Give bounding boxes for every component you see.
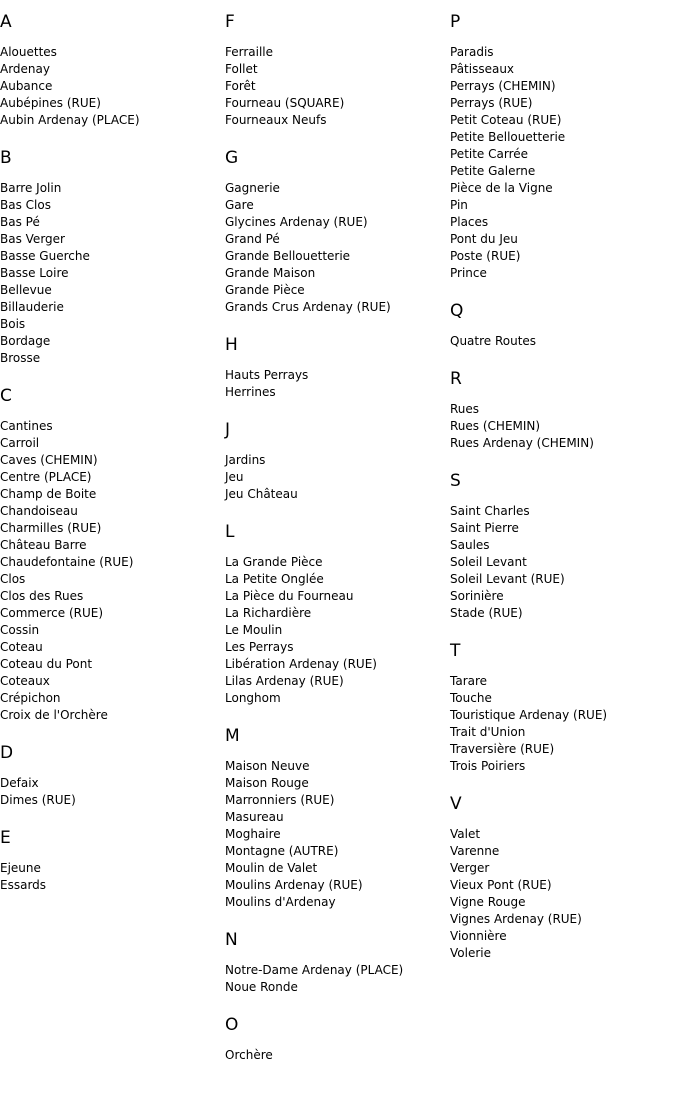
street-link[interactable]: Fourneaux Neufs bbox=[225, 113, 327, 127]
letter-heading: V bbox=[450, 794, 462, 814]
letter-heading: O bbox=[225, 1015, 239, 1035]
street-list bbox=[225, 758, 450, 911]
street-link[interactable]: Chandoiseau bbox=[0, 504, 78, 518]
street-link[interactable]: Verger bbox=[450, 861, 490, 875]
letter-group-s bbox=[450, 469, 675, 622]
street-link[interactable]: Prince bbox=[450, 266, 487, 280]
street-link[interactable]: Château Barre bbox=[0, 538, 87, 552]
street-link[interactable]: Trait d'Union bbox=[450, 725, 526, 739]
letter-group-f bbox=[225, 10, 450, 129]
letter-group-a bbox=[0, 10, 225, 129]
letter-group-r bbox=[450, 367, 675, 452]
street-link[interactable]: Vignes Ardenay (RUE) bbox=[450, 912, 582, 926]
letter-heading: F bbox=[225, 12, 235, 32]
street-list bbox=[0, 860, 225, 894]
street-link[interactable]: Grande Maison bbox=[225, 266, 316, 280]
street-link[interactable]: Cossin bbox=[0, 623, 40, 637]
letter-group-p bbox=[450, 10, 675, 282]
street-list bbox=[225, 554, 450, 707]
street-link[interactable]: Carroil bbox=[0, 436, 40, 450]
street-link[interactable]: Petite Carrée bbox=[450, 147, 529, 161]
street-link[interactable]: Longhom bbox=[225, 691, 281, 705]
street-link[interactable]: Aubépines (RUE) bbox=[0, 96, 101, 110]
street-link[interactable]: Aubance bbox=[0, 79, 53, 93]
street-link[interactable]: Gare bbox=[225, 198, 254, 212]
street-link[interactable]: Defaix bbox=[0, 776, 39, 790]
letter-group-h bbox=[225, 333, 450, 401]
street-link[interactable]: Tarare bbox=[450, 674, 488, 688]
street-list bbox=[450, 401, 675, 452]
street-link[interactable]: Saint Pierre bbox=[450, 521, 519, 535]
street-link[interactable]: Sorinière bbox=[450, 589, 504, 603]
street-link[interactable]: Marronniers (RUE) bbox=[225, 793, 335, 807]
letter-group-e bbox=[0, 826, 225, 894]
street-link[interactable]: Vigne Rouge bbox=[450, 895, 526, 909]
street-link[interactable]: Bois bbox=[0, 317, 26, 331]
street-link[interactable]: Jardins bbox=[225, 453, 266, 467]
street-link[interactable]: La Grande Pièce bbox=[225, 555, 323, 569]
street-link[interactable]: Rues (CHEMIN) bbox=[450, 419, 541, 433]
street-link[interactable]: Fourneau (SQUARE) bbox=[225, 96, 345, 110]
street-link[interactable]: Chaudefontaine (RUE) bbox=[0, 555, 134, 569]
street-link[interactable]: Perrays (RUE) bbox=[450, 96, 533, 110]
letter-heading: N bbox=[225, 930, 238, 950]
street-link[interactable]: Soleil Levant (RUE) bbox=[450, 572, 565, 586]
street-link[interactable]: Trois Poiriers bbox=[450, 759, 526, 773]
street-link[interactable]: Forêt bbox=[225, 79, 256, 93]
street-link[interactable]: La Petite Onglée bbox=[225, 572, 324, 586]
letter-group-l bbox=[225, 520, 450, 707]
street-link[interactable]: Stade (RUE) bbox=[450, 606, 523, 620]
street-link[interactable]: Bas Clos bbox=[0, 198, 51, 212]
street-link[interactable]: Crépichon bbox=[0, 691, 61, 705]
street-link[interactable]: Brosse bbox=[0, 351, 41, 365]
street-link[interactable]: Cantines bbox=[0, 419, 53, 433]
letter-heading: H bbox=[225, 335, 238, 355]
street-link[interactable]: Grande Pièce bbox=[225, 283, 305, 297]
street-link[interactable]: Rues bbox=[450, 402, 480, 416]
street-link[interactable]: Vieux Pont (RUE) bbox=[450, 878, 552, 892]
street-list bbox=[450, 826, 675, 962]
street-link[interactable]: Moulins Ardenay (RUE) bbox=[225, 878, 363, 892]
street-link[interactable]: Petite Bellouetterie bbox=[450, 130, 566, 144]
street-list bbox=[0, 44, 225, 129]
street-link[interactable]: Moghaire bbox=[225, 827, 281, 841]
street-list bbox=[225, 367, 450, 401]
street-link[interactable]: Coteau du Pont bbox=[0, 657, 93, 671]
letter-group-j bbox=[225, 418, 450, 503]
street-link[interactable]: Ejeune bbox=[0, 861, 41, 875]
street-link[interactable]: Commerce (RUE) bbox=[0, 606, 104, 620]
street-link[interactable]: Herrines bbox=[225, 385, 276, 399]
street-link[interactable]: Paradis bbox=[450, 45, 494, 59]
street-list bbox=[225, 452, 450, 503]
street-link[interactable]: Orchère bbox=[225, 1048, 273, 1062]
street-link[interactable]: Le Moulin bbox=[225, 623, 283, 637]
letter-group-b bbox=[0, 146, 225, 367]
street-link[interactable]: Traversière (RUE) bbox=[450, 742, 555, 756]
street-link[interactable]: Pont du Jeu bbox=[450, 232, 518, 246]
letter-group-m bbox=[225, 724, 450, 911]
street-link[interactable]: Coteau bbox=[0, 640, 43, 654]
street-list bbox=[0, 418, 225, 724]
street-link[interactable]: Petite Galerne bbox=[450, 164, 536, 178]
street-list bbox=[450, 503, 675, 622]
street-link[interactable]: Vionnière bbox=[450, 929, 507, 943]
street-list bbox=[225, 44, 450, 129]
street-link[interactable]: Essards bbox=[0, 878, 47, 892]
letter-heading: S bbox=[450, 471, 461, 491]
letter-heading: A bbox=[0, 12, 12, 32]
street-list bbox=[0, 180, 225, 367]
street-link[interactable]: Petit Coteau (RUE) bbox=[450, 113, 562, 127]
street-link[interactable]: Volerie bbox=[450, 946, 491, 960]
street-link[interactable]: Clos des Rues bbox=[0, 589, 84, 603]
street-link[interactable]: Jeu bbox=[225, 470, 244, 484]
street-link[interactable]: Bellevue bbox=[0, 283, 52, 297]
street-link[interactable]: Maison Rouge bbox=[225, 776, 309, 790]
letter-group-d bbox=[0, 741, 225, 809]
street-link[interactable]: Noue Ronde bbox=[225, 980, 298, 994]
street-link[interactable]: Grand Pé bbox=[225, 232, 280, 246]
street-link[interactable]: Dimes (RUE) bbox=[0, 793, 76, 807]
letter-heading: E bbox=[0, 828, 11, 848]
street-link[interactable]: Les Perrays bbox=[225, 640, 294, 654]
street-list bbox=[225, 180, 450, 316]
street-link[interactable]: Ardenay bbox=[0, 62, 50, 76]
street-link[interactable]: La Richardière bbox=[225, 606, 312, 620]
street-link[interactable]: Quatre Routes bbox=[450, 334, 537, 348]
street-list bbox=[450, 44, 675, 282]
street-link[interactable]: Follet bbox=[225, 62, 258, 76]
street-link[interactable]: Basse Loire bbox=[0, 266, 69, 280]
street-link[interactable]: Aubin Ardenay (PLACE) bbox=[0, 113, 140, 127]
street-link[interactable]: Bas Pé bbox=[0, 215, 40, 229]
letter-group-n bbox=[225, 928, 450, 996]
street-link[interactable]: Pâtisseaux bbox=[450, 62, 515, 76]
letter-heading: M bbox=[225, 726, 240, 746]
street-link[interactable]: Rues Ardenay (CHEMIN) bbox=[450, 436, 594, 450]
street-link[interactable]: Grande Bellouetterie bbox=[225, 249, 351, 263]
street-link[interactable]: Touristique Ardenay (RUE) bbox=[450, 708, 608, 722]
letter-group-q bbox=[450, 299, 675, 350]
letter-group-g bbox=[225, 146, 450, 316]
index-column-3 bbox=[450, 10, 675, 979]
street-link[interactable]: Ferraille bbox=[225, 45, 274, 59]
letter-group-c bbox=[0, 384, 225, 724]
letter-heading: L bbox=[225, 522, 235, 542]
street-link[interactable]: Montagne (AUTRE) bbox=[225, 844, 339, 858]
street-link[interactable]: Moulins d'Ardenay bbox=[225, 895, 336, 909]
street-link[interactable]: Caves (CHEMIN) bbox=[0, 453, 98, 467]
street-link[interactable]: Hauts Perrays bbox=[225, 368, 309, 382]
street-link[interactable]: Bas Verger bbox=[0, 232, 65, 246]
street-link[interactable]: Moulin de Valet bbox=[225, 861, 318, 875]
letter-heading: P bbox=[450, 12, 461, 32]
street-link[interactable]: Alouettes bbox=[0, 45, 57, 59]
street-link[interactable]: Perrays (CHEMIN) bbox=[450, 79, 556, 93]
street-link[interactable]: Places bbox=[450, 215, 489, 229]
street-link[interactable]: Pièce de la Vigne bbox=[450, 181, 553, 195]
street-link[interactable]: Masureau bbox=[225, 810, 284, 824]
street-link[interactable]: Libération Ardenay (RUE) bbox=[225, 657, 377, 671]
street-link[interactable]: Varenne bbox=[450, 844, 500, 858]
letter-heading: R bbox=[450, 369, 462, 389]
letter-heading: D bbox=[0, 743, 14, 763]
street-link[interactable]: Maison Neuve bbox=[225, 759, 310, 773]
street-link[interactable]: Basse Guerche bbox=[0, 249, 90, 263]
street-link[interactable]: Gagnerie bbox=[225, 181, 280, 195]
street-link[interactable]: Grands Crus Ardenay (RUE) bbox=[225, 300, 391, 314]
letter-group-v bbox=[450, 792, 675, 962]
street-link[interactable]: Pin bbox=[450, 198, 468, 212]
street-link[interactable]: Lilas Ardenay (RUE) bbox=[225, 674, 344, 688]
street-link[interactable]: Touche bbox=[450, 691, 492, 705]
street-list bbox=[225, 1047, 450, 1064]
letter-group-t bbox=[450, 639, 675, 775]
letter-heading: G bbox=[225, 148, 239, 168]
street-link[interactable]: Glycines Ardenay (RUE) bbox=[225, 215, 368, 229]
street-link[interactable]: Charmilles (RUE) bbox=[0, 521, 102, 535]
street-link[interactable]: Barre Jolin bbox=[0, 181, 62, 195]
street-link[interactable]: Jeu Château bbox=[225, 487, 298, 501]
letter-heading: J bbox=[225, 420, 231, 440]
letter-heading: B bbox=[0, 148, 12, 168]
street-link[interactable]: Soleil Levant bbox=[450, 555, 527, 569]
street-link[interactable]: Poste (RUE) bbox=[450, 249, 521, 263]
street-link[interactable]: Champ de Boite bbox=[0, 487, 97, 501]
street-link[interactable]: Saules bbox=[450, 538, 490, 552]
letter-heading: C bbox=[0, 386, 12, 406]
street-link[interactable]: Notre-Dame Ardenay (PLACE) bbox=[225, 963, 404, 977]
street-list bbox=[0, 775, 225, 809]
street-list bbox=[450, 673, 675, 775]
street-link[interactable]: Billauderie bbox=[0, 300, 64, 314]
street-link[interactable]: Bordage bbox=[0, 334, 51, 348]
street-link[interactable]: Coteaux bbox=[0, 674, 50, 688]
letter-heading: Q bbox=[450, 301, 464, 321]
street-list bbox=[225, 962, 450, 996]
street-list bbox=[450, 333, 675, 350]
letter-group-o bbox=[225, 1013, 450, 1064]
street-link[interactable]: Valet bbox=[450, 827, 481, 841]
street-link[interactable]: La Pièce du Fourneau bbox=[225, 589, 354, 603]
street-link[interactable]: Centre (PLACE) bbox=[0, 470, 92, 484]
street-link[interactable]: Clos bbox=[0, 572, 26, 586]
street-link[interactable]: Croix de l'Orchère bbox=[0, 708, 108, 722]
street-link[interactable]: Saint Charles bbox=[450, 504, 530, 518]
index-column-2 bbox=[225, 10, 450, 1081]
letter-heading: T bbox=[450, 641, 461, 661]
index-column-1 bbox=[0, 10, 225, 911]
